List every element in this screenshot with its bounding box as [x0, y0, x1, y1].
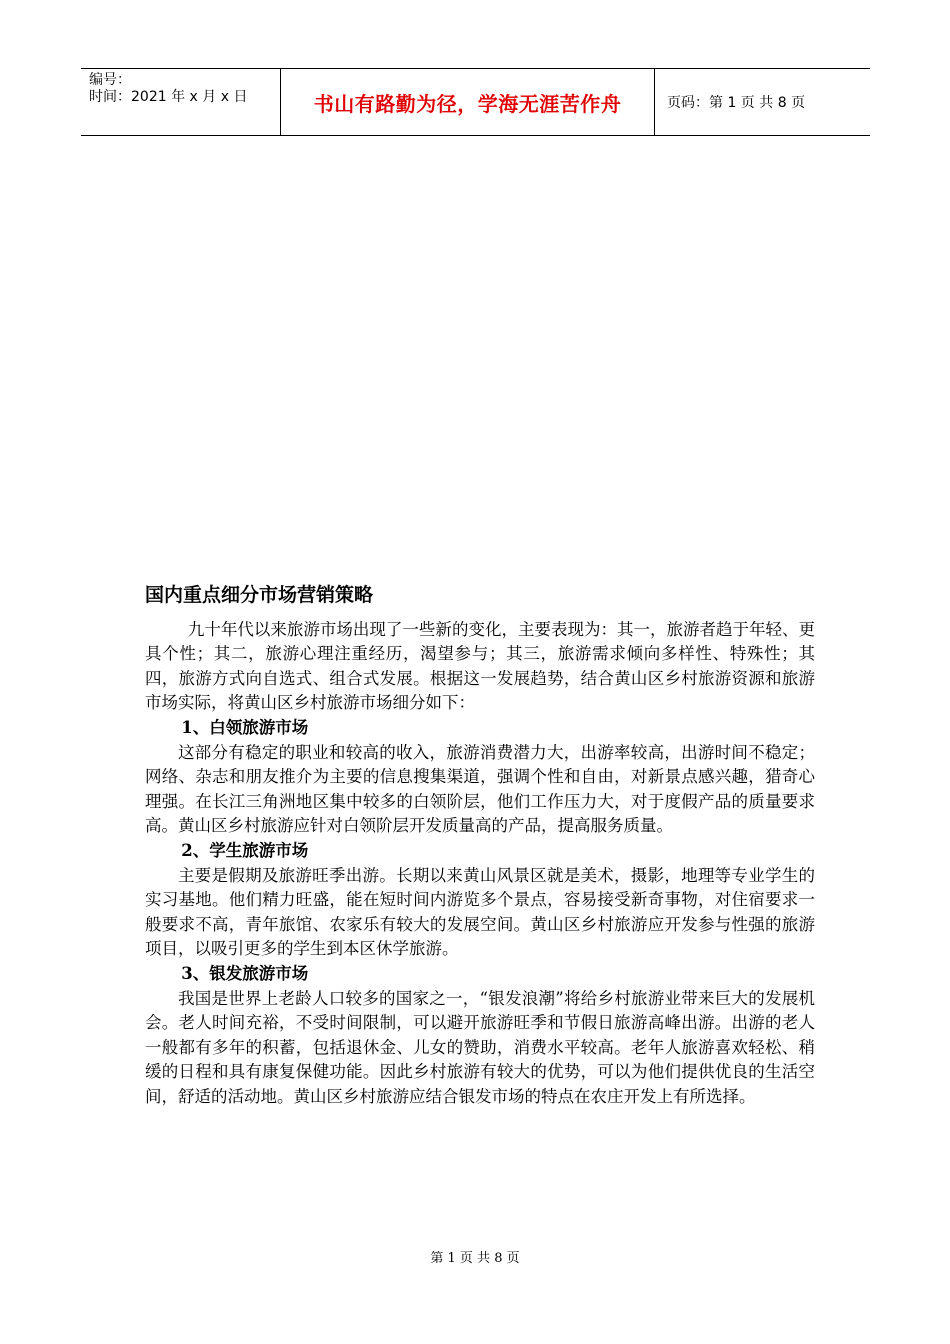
page-footer: 第 1 页 共 8 页: [430, 1251, 520, 1266]
intro-paragraph: 九十年代以来旅游市场出现了一些新的变化，主要表现为：其一，旅游者趋于年轻、更具个性；其二，旅游心理注重经历，渴望参与；其三，旅游需求倾向多样性、特殊性；其四，旅游方式向自选式、组合式发展。根据这一发展趋势，结合黄山区乡村旅游资源和旅游市场实际，将黄山区乡村旅游市场细分如下：: [145, 619, 815, 713]
section-heading-white-collar: 1、白领旅游市场: [181, 717, 309, 737]
section-body-silver: 我国是世界上老龄人口较多的国家之一，“银发浪潮”将给乡村旅游业带来巨大的发展机会。老人时间充裕，不受时间限制，可以避开旅游旺季和节假日旅游高峰出游。出游的老人一般都有多年的积蓄，包括退休金、儿女的赞助，消费水平较高。老年人旅游喜欢轻松、稍缓的日程和具有康复保健功能。因此乡村旅游有较大的优势，可以为他们提供优良的生活空间，舒适的活动地。黄山区乡村旅游应结合银发市场的特点在农庄开发上有所选择。: [145, 988, 815, 1106]
section-heading-silver: 3、银发旅游市场: [181, 963, 309, 983]
header-date-label: 时间：2021 年 x 月 x 日: [89, 89, 248, 105]
header-motto: 书山有路勤为径，学海无涯苦作舟: [281, 69, 655, 135]
document-body: [145, 583, 815, 1109]
header-page-info: 页码：第 1 页 共 8 页: [667, 95, 806, 111]
section-body-white-collar: 这部分有稳定的职业和较高的收入，旅游消费潜力大，出游率较高，出游时间不稳定；网络、杂志和朋友推介为主要的信息搜集渠道，强调个性和自由，对新景点感兴趣，猎奇心理强。在长江三角洲地区集中较多的白领阶层，他们工作压力大，对于度假产品的质量要求高。黄山区乡村旅游应针对白领阶层开发质量高的产品，提高服务质量。: [145, 742, 815, 836]
document-header: [81, 68, 870, 136]
section-heading-student: 2、学生旅游市场: [181, 840, 309, 860]
document-title: 国内重点细分市场营销策略: [145, 584, 374, 606]
section-body-student: 主要是假期及旅游旺季出游。长期以来黄山风景区就是美术，摄影，地理等专业学生的实习基地。他们精力旺盛，能在短时间内游览多个景点，容易接受新奇事物，对住宿要求一般要求不高，青年旅馆、农家乐有较大的发展空间。黄山区乡村旅游应开发参与性强的旅游项目，以吸引更多的学生到本区休学旅游。: [145, 865, 815, 959]
header-number-label: 编号：: [89, 72, 131, 88]
header-meta: [81, 69, 281, 135]
